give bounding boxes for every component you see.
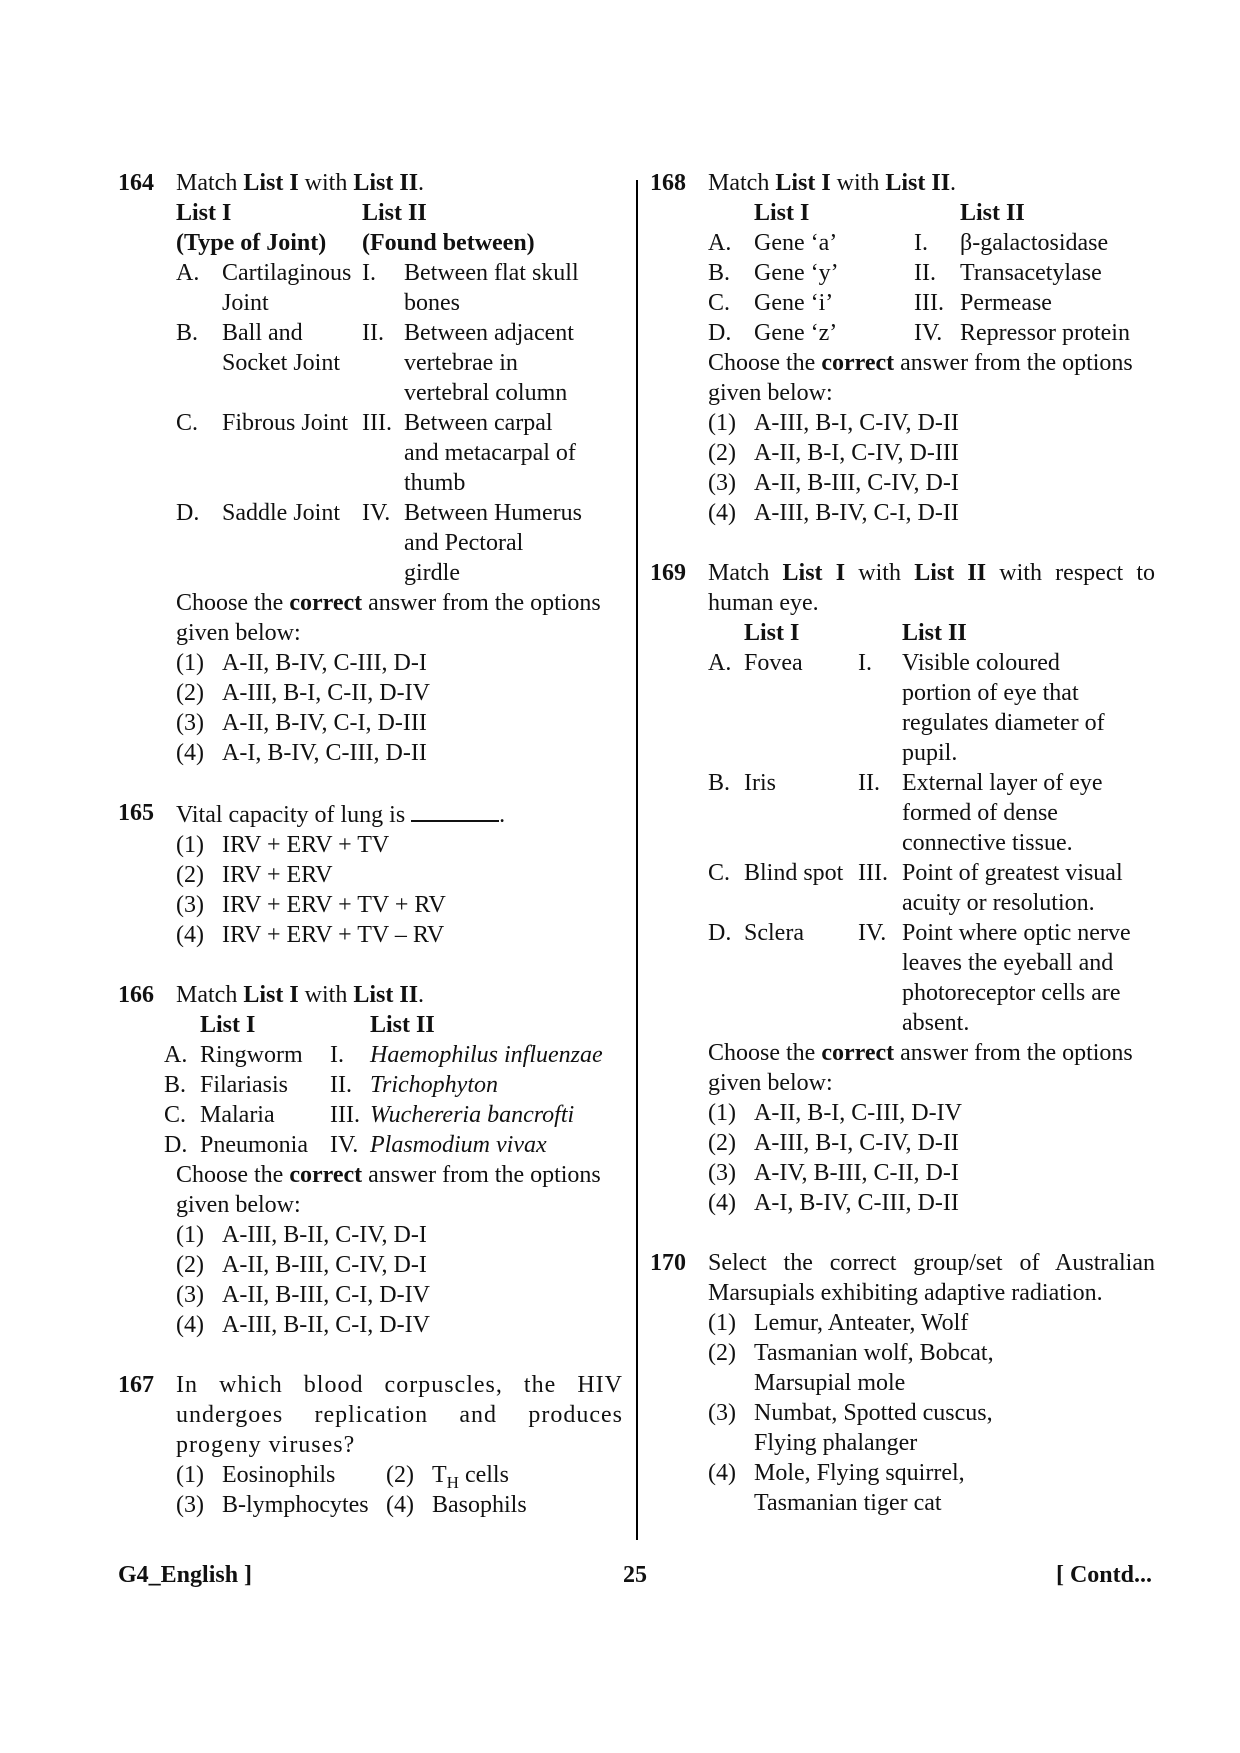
column-divider: [636, 180, 638, 1540]
list-heading: List II: [960, 200, 1025, 226]
list-heading: List I: [754, 200, 810, 226]
table-row: D. Saddle Joint IV. Between Humerus and Pectoral girdle: [176, 500, 582, 586]
option-2[interactable]: (2) A-II, B-III, C-IV, D-I: [176, 1252, 427, 1278]
question-stem: Match List I with List II with respect to human eye.: [708, 560, 1156, 616]
options: [176, 648, 623, 768]
question-number: 165: [118, 800, 154, 826]
option-3[interactable]: (3) B-lymphocytes: [176, 1492, 369, 1518]
option-2[interactable]: (2) $T_H$ cells: [386, 1462, 509, 1492]
option-3[interactable]: (3) IRV + ERV + TV + RV: [176, 892, 446, 918]
option-3[interactable]: (3) A-II, B-III, C-I, D-IV: [176, 1282, 430, 1308]
options: [708, 1308, 1155, 1518]
option-1[interactable]: (1) Lemur, Anteater, Wolf: [708, 1310, 969, 1336]
table-row: B. Filariasis II. Trichophyton: [164, 1072, 499, 1098]
option-1[interactable]: (1) A-II, B-IV, C-III, D-I: [176, 650, 427, 676]
option-3[interactable]: (3) A-IV, B-III, C-II, D-I: [708, 1160, 959, 1186]
list-heading: List I: [744, 620, 800, 646]
table-row: C. Fibrous Joint III. Between carpal and metacarpal of thumb: [176, 410, 576, 496]
option-3[interactable]: (3) A-II, B-IV, C-I, D-III: [176, 710, 427, 736]
list-heading: List II: [362, 200, 427, 226]
table-row: B. Gene ‘y’ II. Transacetylase: [708, 260, 1102, 286]
question-166: [118, 980, 623, 1340]
question-stem: In which blood corpuscles, the HIV undergoes replication and produces progeny viruses?: [176, 1372, 623, 1458]
table-row: D. Sclera IV. Point where optic nerve leaves the eyeball and photoreceptor cells are absent.: [708, 920, 1131, 1036]
question-stem: Match List I with List II.: [176, 982, 425, 1008]
table-row: B. Iris II. External layer of eye formed of dense connective tissue.: [708, 770, 1103, 856]
continued-label: [ Contd...: [1055, 1562, 1152, 1588]
option-4[interactable]: (4) Basophils: [386, 1492, 527, 1518]
question-stem: Match List I with List II.: [708, 170, 957, 196]
table-row: D. Gene ‘z’ IV. Repressor protein: [708, 320, 1130, 346]
list-heading: List I: [176, 200, 232, 226]
question-number: 166: [118, 982, 154, 1008]
question-number: 167: [118, 1372, 154, 1398]
question-number: 170: [650, 1250, 686, 1276]
question-170: [650, 1248, 1155, 1518]
list-heading: List II: [370, 1012, 435, 1038]
option-3[interactable]: (3) A-II, B-III, C-IV, D-I: [708, 470, 959, 496]
option-1[interactable]: (1) A-III, B-II, C-IV, D-I: [176, 1222, 427, 1248]
option-1[interactable]: (1) Eosinophils: [176, 1462, 336, 1488]
option-1[interactable]: (1) A-II, B-I, C-III, D-IV: [708, 1100, 962, 1126]
option-4[interactable]: (4) A-III, B-II, C-I, D-IV: [176, 1312, 430, 1338]
left-column: [118, 168, 623, 1550]
option-4[interactable]: (4) Mole, Flying squirrel, Tasmanian tiger cat: [708, 1460, 965, 1516]
right-column: [650, 168, 1155, 1548]
question-stem: Match List I with List II.: [176, 170, 425, 196]
option-4[interactable]: (4) A-I, B-IV, C-III, D-II: [176, 740, 427, 766]
instruction: Choose the correct answer from the options given below:: [708, 350, 1133, 406]
option-4[interactable]: (4) A-I, B-IV, C-III, D-II: [708, 1190, 959, 1216]
page-footer: [118, 1560, 1152, 1594]
question-stem: Vital capacity of lung is .: [176, 798, 623, 830]
option-2[interactable]: (2) A-III, B-I, C-II, D-IV: [176, 680, 430, 706]
list-subheading: (Found between): [362, 230, 535, 256]
options: [176, 1460, 623, 1520]
option-1[interactable]: (1) A-III, B-I, C-IV, D-II: [708, 410, 959, 436]
table-row: A. Ringworm I. Haemophilus influenzae: [164, 1042, 603, 1068]
table-row: A. Fovea I. Visible coloured portion of eye that regulates diameter of pupil.: [708, 650, 1105, 766]
table-row: C. Gene ‘i’ III. Permease: [708, 290, 1052, 316]
option-2[interactable]: (2) IRV + ERV: [176, 862, 333, 888]
instruction: Choose the correct answer from the options given below:: [708, 1040, 1133, 1096]
match-table: [164, 1010, 603, 1160]
option-3[interactable]: (3) Numbat, Spotted cuscus, Flying phalanger: [708, 1400, 993, 1456]
table-row: A. Gene ‘a’ I. β-galactosidase: [708, 230, 1109, 256]
table-row: C. Blind spot III. Point of greatest visual acuity or resolution.: [708, 860, 1123, 916]
match-table: [708, 198, 1130, 348]
instruction: Choose the correct answer from the options given below:: [176, 1162, 601, 1218]
booklet-code: G4_English ]: [118, 1562, 253, 1588]
answer-blank: [411, 798, 499, 822]
table-row: A. Cartilaginous Joint I. Between flat skull bones: [176, 260, 579, 316]
instruction: Choose the correct answer from the options given below:: [176, 590, 601, 646]
option-2[interactable]: (2) A-III, B-I, C-IV, D-II: [708, 1130, 959, 1156]
question-number: 168: [650, 170, 686, 196]
table-row: D. Pneumonia IV. Plasmodium vivax: [164, 1132, 547, 1158]
question-169: [650, 558, 1155, 1218]
options: [708, 1098, 1155, 1218]
options: [176, 830, 623, 950]
option-1[interactable]: (1) IRV + ERV + TV: [176, 832, 390, 858]
question-164: [118, 168, 623, 768]
option-4[interactable]: (4) A-III, B-IV, C-I, D-II: [708, 500, 959, 526]
option-4[interactable]: (4) IRV + ERV + TV – RV: [176, 922, 445, 948]
question-stem: Select the correct group/set of Australian Marsupials exhibiting adaptive radiation.: [708, 1250, 1155, 1306]
question-167: [118, 1370, 623, 1520]
table-row: B. Ball and Socket Joint II. Between adjacent vertebrae in vertebral column: [176, 320, 574, 406]
match-table: [708, 618, 1132, 1038]
question-168: [650, 168, 1155, 528]
list-heading: List I: [200, 1012, 256, 1038]
options: [708, 408, 1155, 528]
option-2[interactable]: (2) A-II, B-I, C-IV, D-III: [708, 440, 959, 466]
list-subheading: (Type of Joint): [176, 230, 327, 256]
question-165: [118, 798, 623, 950]
table-row: C. Malaria III. Wuchereria bancrofti: [164, 1102, 575, 1128]
page-number: 25: [623, 1562, 647, 1588]
list-heading: List II: [902, 620, 967, 646]
question-number: 169: [650, 560, 686, 586]
question-number: 164: [118, 170, 154, 196]
option-2[interactable]: (2) Tasmanian wolf, Bobcat, Marsupial mole: [708, 1340, 994, 1396]
options: [176, 1220, 623, 1340]
match-table: [176, 198, 584, 588]
